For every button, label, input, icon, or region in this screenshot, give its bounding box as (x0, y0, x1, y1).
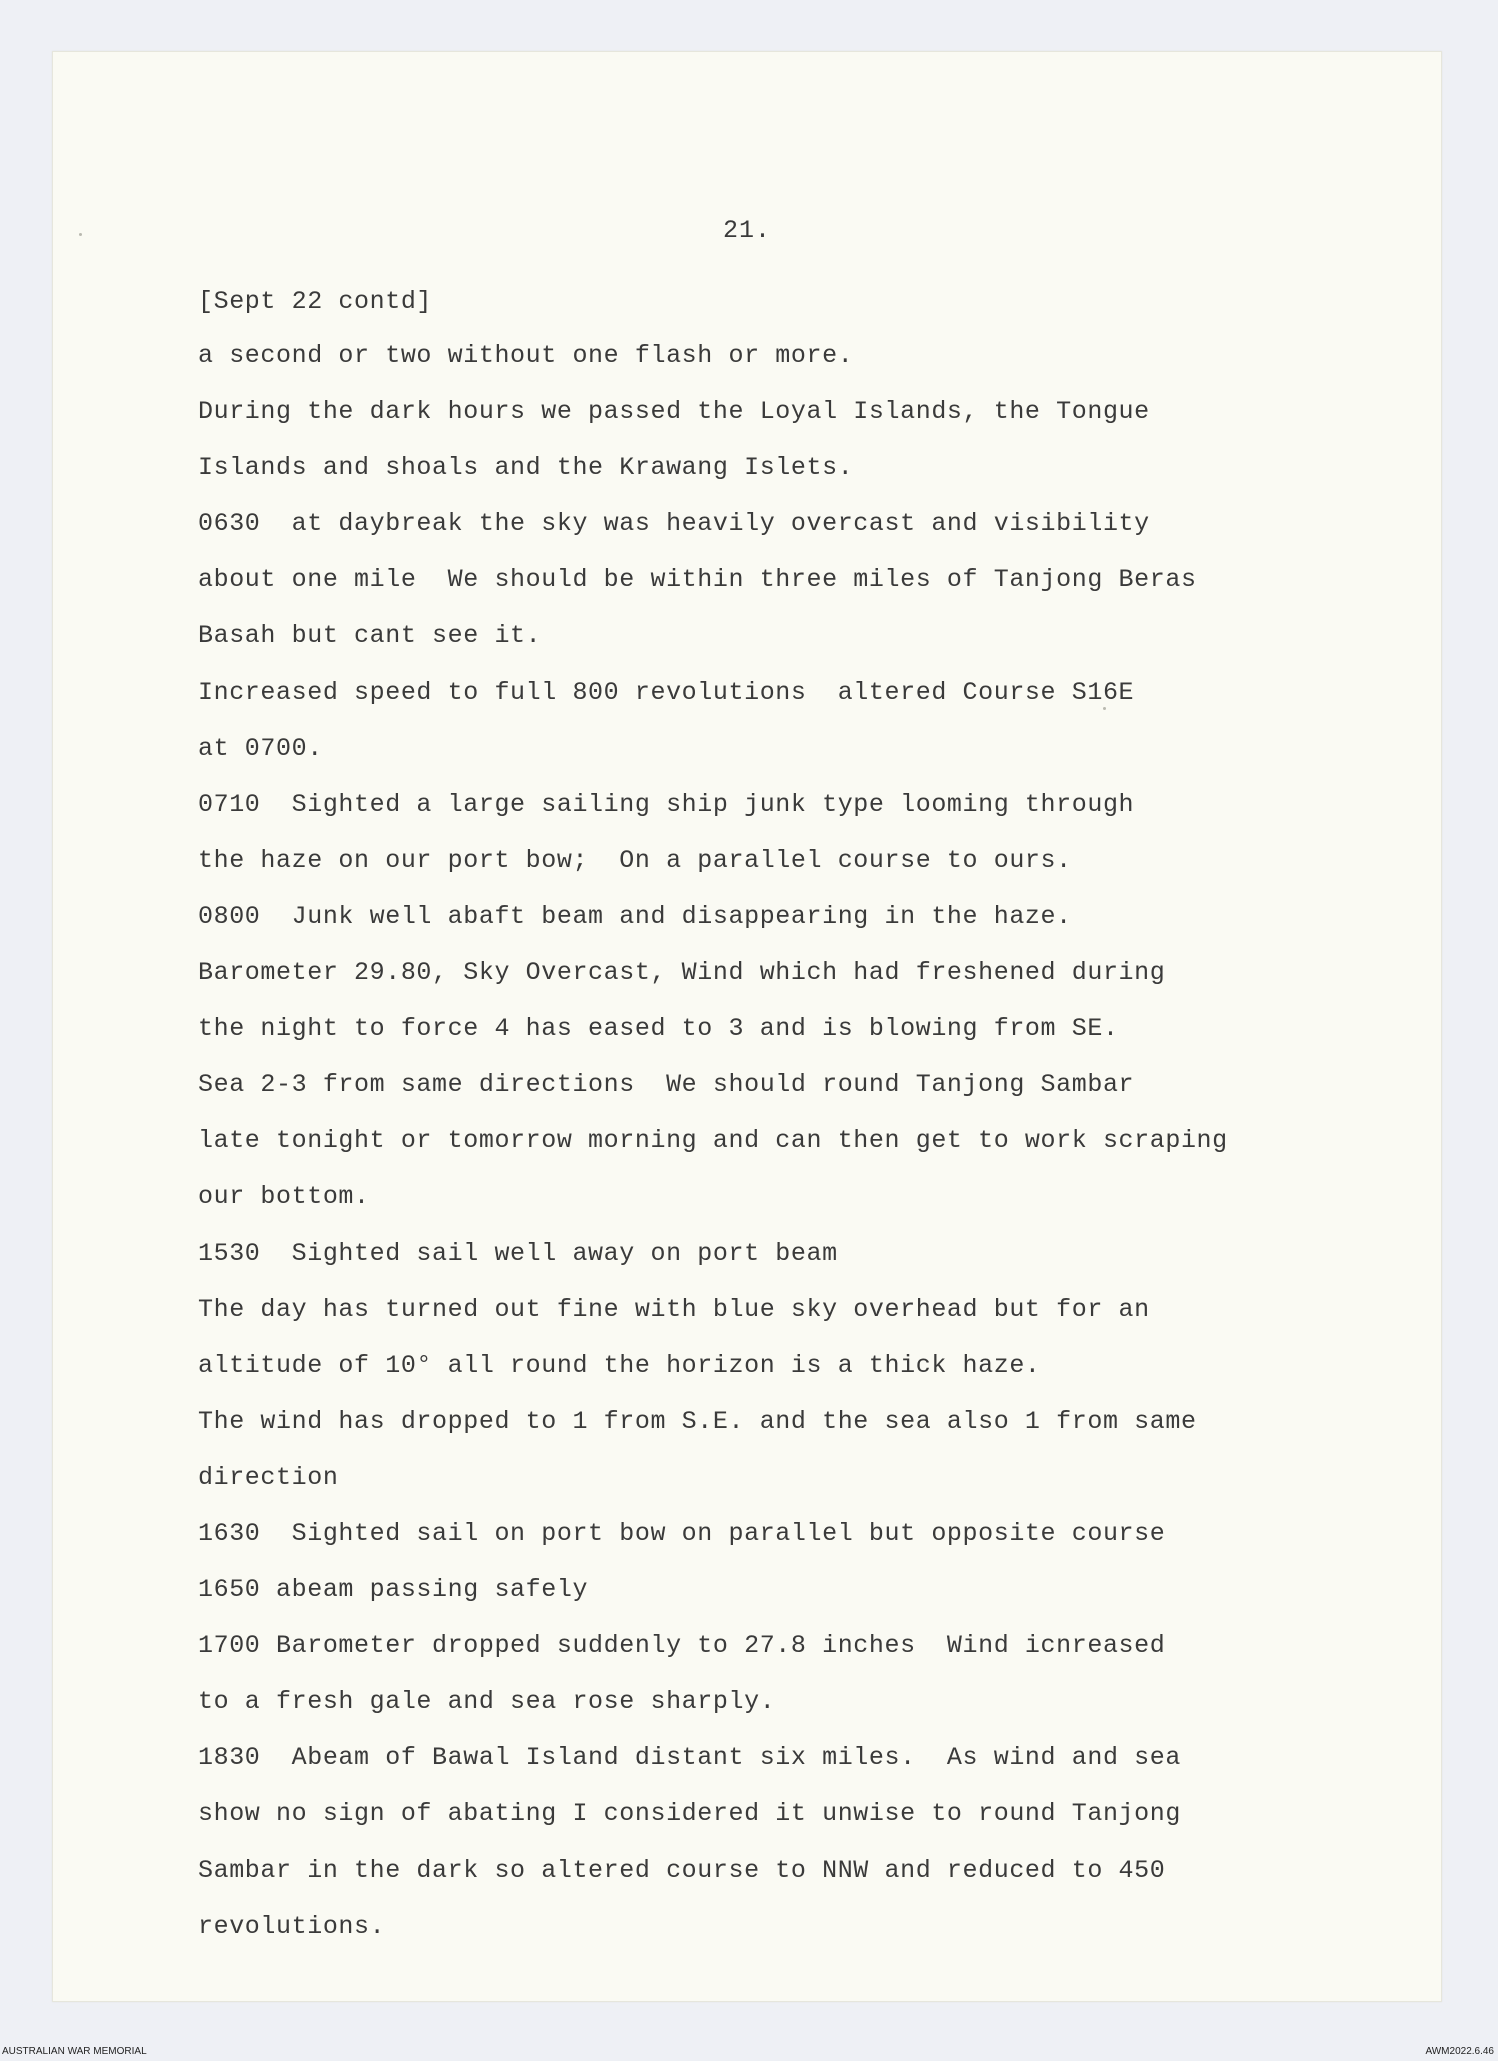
text-line: our bottom. (198, 1182, 370, 1212)
text-line: 0630 at daybreak the sky was heavily overcast and visibility (198, 509, 1150, 539)
text-line: 0710 Sighted a large sailing ship junk type looming through (198, 789, 1135, 819)
text-line: the haze on our port bow; On a parallel course to ours. (198, 845, 1072, 875)
text-line: 1650 abeam passing safely (198, 1575, 589, 1605)
paper-speck (1103, 707, 1106, 710)
text-line: 1630 Sighted sail on port bow on parallel but opposite course (198, 1518, 1166, 1548)
text-line: the night to force 4 has eased to 3 and is blowing from SE. (198, 1014, 1119, 1044)
text-line: Sambar in the dark so altered course to NNW and reduced to 450 (198, 1855, 1166, 1885)
text-line: Sea 2-3 from same directions We should round Tanjong Sambar (198, 1070, 1135, 1100)
text-line: 1830 Abeam of Bawal Island distant six miles. As wind and sea (198, 1743, 1181, 1773)
text-line: at 0700. (198, 733, 323, 763)
text-line: a second or two without one flash or more. (198, 341, 854, 370)
text-line: revolutions. (198, 1911, 386, 1941)
text-line: Islands and shoals and the Krawang Islets. (198, 453, 854, 483)
text-line: The wind has dropped to 1 from S.E. and the sea also 1 from same (198, 1406, 1197, 1436)
text-line: Basah but cant see it. (198, 621, 542, 651)
text-line: 1530 Sighted sail well away on port beam (198, 1238, 838, 1268)
text-line: Barometer 29.80, Sky Overcast, Wind which had freshened during (198, 958, 1166, 988)
text-line: The day has turned out fine with blue sky overhead but for an (198, 1294, 1150, 1324)
text-line: show no sign of abating I considered it unwise to round Tanjong (198, 1799, 1181, 1829)
paper-speck (79, 233, 82, 236)
document-page (52, 51, 1442, 2002)
text-line: 0800 Junk well abaft beam and disappearing in the haze. (198, 901, 1072, 931)
text-line: Increased speed to full 800 revolutions altered Course S16E (198, 677, 1135, 707)
text-line: direction (198, 1462, 339, 1492)
page-number: 21. (722, 216, 771, 245)
text-line: During the dark hours we passed the Loyal Islands, the Tongue (198, 397, 1150, 427)
text-line: about one mile We should be within three miles of Tanjong Beras (198, 565, 1197, 595)
body-text (198, 328, 1228, 1955)
accession-number: AWM2022.6.46 (1425, 2046, 1494, 2057)
text-line: altitude of 10° all round the horizon is a thick haze. (198, 1350, 1041, 1380)
text-line: late tonight or tomorrow morning and can then get to work scraping (198, 1126, 1228, 1156)
header-note: [Sept 22 contd] (198, 287, 433, 316)
text-line: 1700 Barometer dropped suddenly to 27.8 inches Wind icnreased (198, 1631, 1166, 1661)
text-line: to a fresh gale and sea rose sharply. (198, 1687, 776, 1717)
archive-credit: AUSTRALIAN WAR MEMORIAL (2, 2046, 147, 2057)
